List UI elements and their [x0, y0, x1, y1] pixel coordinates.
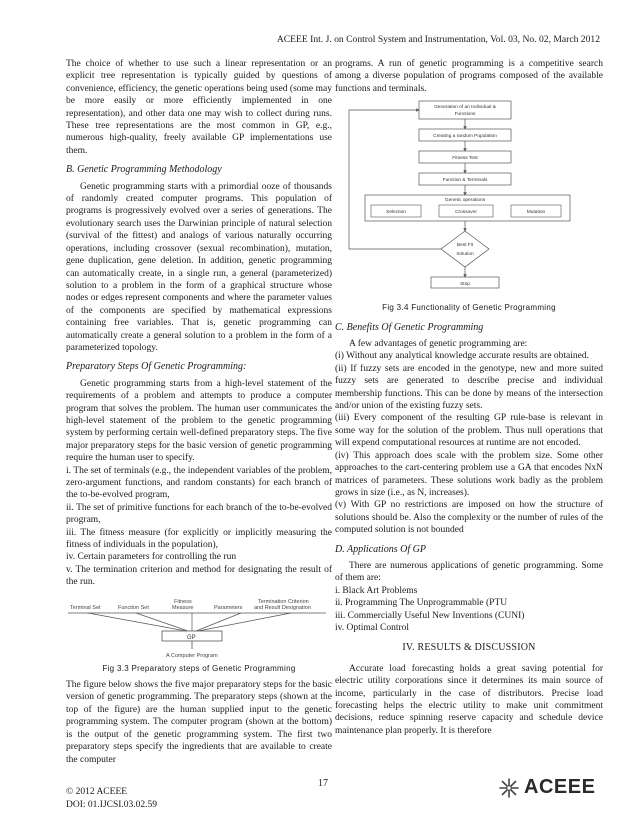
paragraph: programs. A run of genetic programming is a competitive search among a diverse population of programs composed of the available functions and terminals.	[335, 59, 603, 94]
aceee-logo	[498, 776, 595, 799]
figure-preparatory-steps	[66, 595, 332, 659]
list-item: (i) Without any analytical knowledge accurate results are obtained.	[335, 351, 589, 362]
list-item: iii. Commercially Useful New Inventions (CUNI)	[335, 610, 525, 621]
fig-label-gp: GP	[187, 634, 196, 641]
fig-box-stop: Stop	[460, 282, 470, 288]
copyright: © 2012 ACEEE	[66, 787, 128, 797]
figure-caption: Fig 3.4 Functionality of Genetic Programming	[382, 303, 556, 313]
paragraph: A few advantages of genetic programming are:	[349, 339, 528, 350]
section-heading-c: C. Benefits Of Genetic Programming	[335, 321, 484, 333]
paragraph: The figure below shows the five major preparatory steps for the basic version of genetic programming. The preparatory steps (shown at the top of the figure) are the human supplied input to the genetic programming system. The computer program (shown at the bottom) is the output of the genetic programming system. The first two preparatory steps specify the ingredients that are available to create the computer	[66, 680, 332, 765]
journal-header: ACEEE Int. J. on Control System and Instrumentation, Vol. 03, No. 02, March 2012	[276, 34, 600, 45]
list-item: (iii) Every component of the resulting GP rule-base is relevant in some way for the solution of the problem. Thus null operations that will expend computational resources at runtime are not encoded.	[335, 413, 603, 449]
list-item: iv. Optimal Control	[335, 622, 410, 633]
fig-label-function-set: Function Set	[118, 604, 149, 611]
fig-label-parameters: Parameters	[214, 604, 243, 611]
figure-caption: Fig 3.3 Preparatory steps of Genetic Programming	[102, 663, 296, 673]
fig-op-crossover: Crossover	[455, 210, 477, 216]
fig-label-fitness: Fitness	[174, 598, 192, 605]
list-item: i. Black Art Problems	[335, 585, 418, 596]
list-item: ii. The set of primitive functions for each branch of the to-be-evolved program,	[66, 502, 332, 526]
page-number: 17	[318, 778, 328, 789]
list-item: v. The termination criterion and method for designating the result of the run.	[66, 564, 332, 588]
fig-label-output: A Computer Program	[166, 652, 218, 659]
fig-box-function-terminals: Function & Terminals	[442, 178, 488, 184]
left-column	[66, 58, 332, 766]
fig-label-result-designation: and Result Designation	[254, 604, 311, 611]
list-item: (v) With GP no restrictions are imposed on how the structure of solutions should be. Also the complexity or the number of rules of the computed solution is not bounded	[335, 500, 603, 536]
paragraph: The choice of whether to use such a linear representation or an explicit tree representation is typically guided by questions of convenience, efficiency, the genetic operations being used (some may be more easily or more efficiently implemented in one representation), and other data one may wish to collect during runs. These tree representations are the most common in GP, e.g., numerous high-quality, freely available GP implementations use them.	[66, 59, 332, 156]
fig-op-mutation: Mutation	[526, 210, 546, 216]
star-logo-icon	[498, 777, 520, 799]
fig-diamond-solution: Solution	[456, 252, 474, 258]
fig-label-termination: Termination Criterion	[258, 598, 309, 605]
footer-info	[66, 786, 157, 811]
fig-box-generation: Generation of an Individual &	[434, 105, 496, 111]
fig-label-terminal-set: Terminal Set	[70, 604, 101, 611]
list-item: ii. Programming The Unprogrammable (PTU	[335, 598, 508, 609]
fig-box-genetic-operations: Genetic operations	[444, 198, 486, 204]
paragraph: There are numerous applications of genetic programming. Some of them are:	[335, 560, 603, 584]
section-heading-d: D. Applications Of GP	[335, 543, 426, 555]
fig-box-fitness-test: Fitness Test	[452, 156, 478, 162]
fig-box-random-population: Creating a random Population	[433, 134, 497, 140]
paragraph: Genetic programming starts with a primordial ooze of thousands of randomly created computer programs. This population of programs is progressively evolved over a series of generations. The evolutionary search uses the Darwinian principle of natural selection (survival of the fittest) and analogs of various naturally occurring operations, including crossover (sexual recombination), mutation, gene duplication, gene deletion. In addition, genetic programming can automatically create, in a single run, a general (parameterized) solution to a problem in the form of a graphical structure whose nodes or edges represent components and where the parameter values of the components are specified by mathematical expressions containing free variables. That is, genetic programming can automatically create a general solution to a problem in the form of a parameterized topology.	[66, 181, 332, 353]
logo-text: ACEEE	[524, 776, 596, 798]
list-item: (iv) This approach does scale with the problem size. Some other approaches to the cart-centering problem use a GA that encodes NxN matrices of parameters. These solutions work badly as the problem grows in size (i.e., as N, increases).	[335, 450, 603, 498]
fig-op-selection: Selection	[386, 210, 406, 216]
section-heading-b: B. Genetic Programming Methodology	[66, 164, 222, 176]
paragraph: Accurate load forecasting holds a great saving potential for electric utility corporations since it determines its main source of income, particularly in the case of distributors. Precise load forecasting helps the electric utility to make unit commitment decisions, reduce spinning reserve capacity and schedule device maintenance plan properly. It is therefore	[335, 663, 603, 736]
fig-diamond-best-fit: Best Fit	[456, 243, 474, 249]
list-item: i. The set of terminals (e.g., the independent variables of the problem, zero-argument functions, and random constants) for each branch of the to-be-evolved program,	[66, 465, 332, 501]
section-heading-preparatory: Preparatory Steps Of Genetic Programming:	[66, 361, 247, 373]
list-item: iv. Certain parameters for controlling the run	[66, 552, 237, 563]
paragraph: Genetic programming starts from a high-level statement of the requirements of a problem and attempts to produce a computer program that solves the problem. The human user communicates the high-level statement of the problem to the genetic programming system by performing certain well-defined preparatory steps. The five major preparatory steps for the basic version of genetic programming require the human user to specify.	[66, 378, 332, 464]
fig-box-functions: Functions	[454, 112, 476, 118]
figure-gp-functionality	[335, 99, 603, 294]
list-item: iii. The fitness measure (for explicitly or implicitly measuring the fitness of individuals in the population),	[66, 527, 332, 551]
list-item: (ii) If fuzzy sets are encoded in the genotype, new and more suited fuzzy sets are generated to describe precise and individual membership functions. This can be done by means of the intersection and/or union of the existing fuzzy sets.	[335, 363, 603, 412]
doi: DOI: 01.IJCSI.03.02.59	[66, 799, 158, 810]
fig-label-measure: Measure	[172, 604, 194, 611]
right-column	[335, 58, 603, 737]
section-heading-iv: IV. RESULTS & DISCUSSION	[402, 642, 536, 654]
